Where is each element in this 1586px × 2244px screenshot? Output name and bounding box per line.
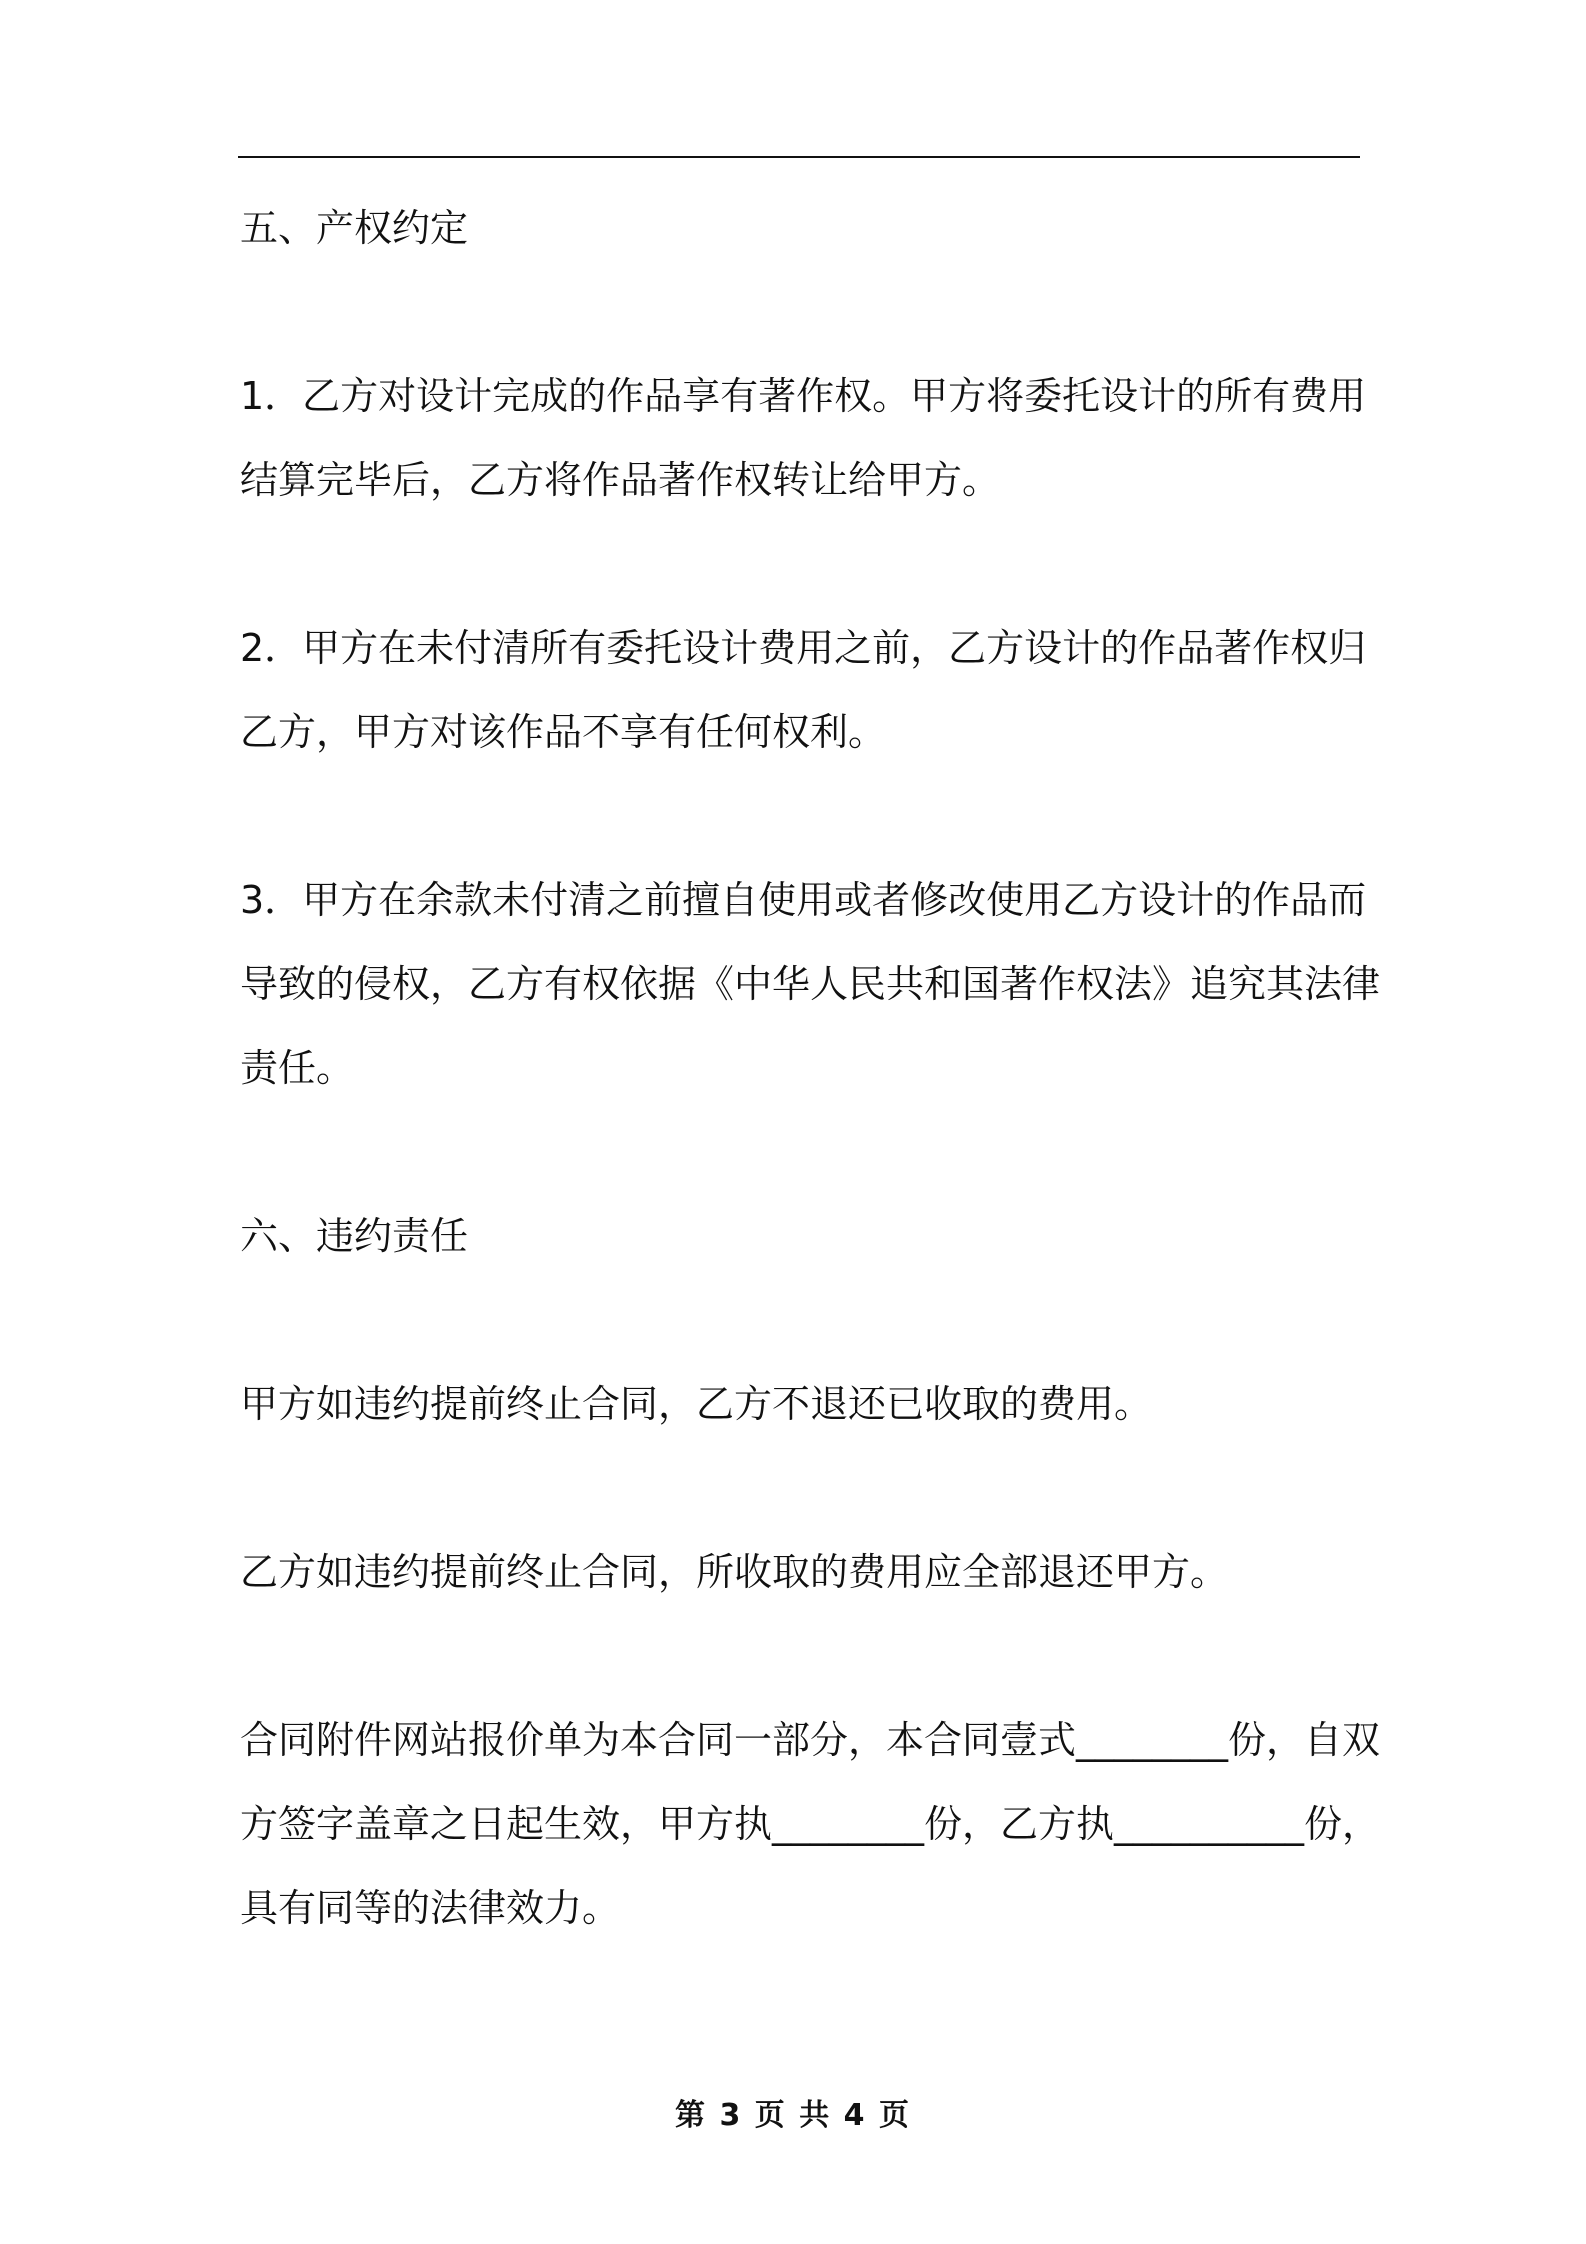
copies-clause-line-1: 合同附件网站报价单为本合同一部分，本合同壹式________份，自双 bbox=[240, 1718, 1381, 1762]
copies-clause bbox=[240, 1698, 1381, 1950]
clause-5-2-line-1: 2．甲方在未付清所有委托设计费用之前，乙方设计的作品著作权归 bbox=[240, 626, 1367, 670]
clause-5-2 bbox=[240, 606, 1367, 774]
breach-party-a: 甲方如违约提前终止合同，乙方不退还已收取的费用。 bbox=[240, 1382, 1153, 1426]
page-number-footer: 第 3 页 共 4 页 bbox=[675, 2098, 911, 2133]
clause-5-2-line-2: 乙方，甲方对该作品不享有任何权利。 bbox=[240, 710, 887, 754]
clause-5-1-line-1: 1．乙方对设计完成的作品享有著作权。甲方将委托设计的所有费用 bbox=[240, 374, 1367, 418]
section-5-heading: 五、产权约定 bbox=[240, 206, 469, 250]
clause-5-3-line-3: 责任。 bbox=[240, 1046, 355, 1090]
breach-party-b: 乙方如违约提前终止合同，所收取的费用应全部退还甲方。 bbox=[240, 1550, 1229, 1594]
clause-5-3-line-2: 导致的侵权，乙方有权依据《中华人民共和国著作权法》追究其法律 bbox=[240, 962, 1381, 1006]
clause-5-3-line-1: 3．甲方在余款未付清之前擅自使用或者修改使用乙方设计的作品而 bbox=[240, 878, 1367, 922]
clause-5-1-line-2: 结算完毕后，乙方将作品著作权转让给甲方。 bbox=[240, 458, 1001, 502]
header-rule bbox=[238, 156, 1360, 158]
clause-5-3 bbox=[240, 858, 1381, 1110]
copies-clause-line-2: 方签字盖章之日起生效，甲方执________份，乙方执__________份， bbox=[240, 1802, 1381, 1846]
section-6-heading: 六、违约责任 bbox=[240, 1214, 469, 1258]
clause-5-1 bbox=[240, 354, 1367, 522]
copies-clause-line-3: 具有同等的法律效力。 bbox=[240, 1886, 621, 1930]
